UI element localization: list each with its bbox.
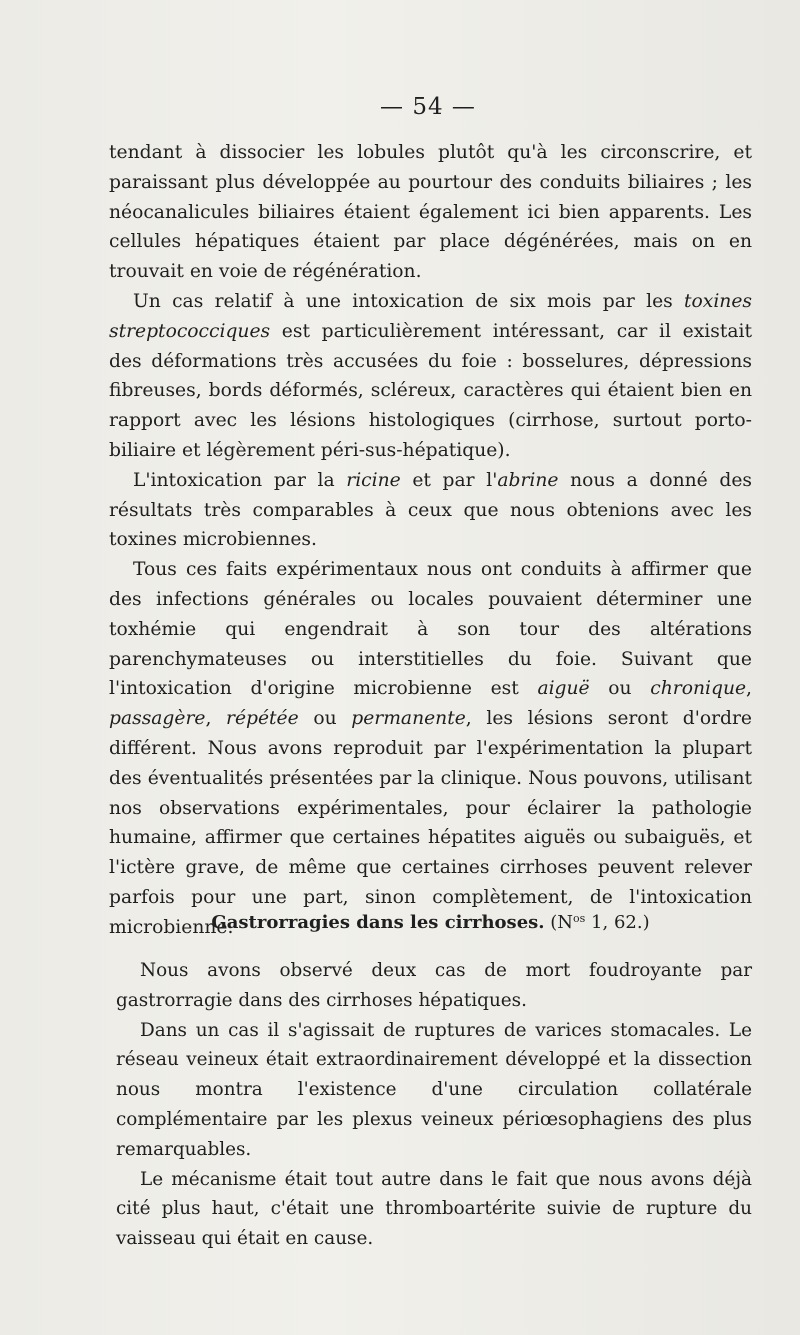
paragraph-thromboarteritis: Le mécanisme était tout autre dans le fait que nous avons déjà cité plus haut, c'était une thromboartérite suivie de rupture du vaisseau qui était en cause. — [116, 1168, 752, 1250]
paragraph-streptococcal-toxins: Un cas relatif à une intoxication de six mois par les toxines streptococciques est particulièrement intéressant, car il existait des déformations très accusées du foie : bosselures, dépressions fibreuses, bords déformés, scléreux, caractères qui étaient bien en rapport avec les lésions histologiques (cirrhose, surtout porto-biliaire et légèrement péri-sus-hépatique). — [109, 290, 752, 461]
italic-term: toxines streptococciques — [109, 290, 752, 342]
section-text — [116, 956, 752, 1254]
section-title: Gastrorragies dans les cirrhoses. — [211, 912, 545, 933]
italic-term: ricine — [346, 469, 401, 491]
paragraph-ricin-abrin: L'intoxication par la ricine et par l'abrine nous a donné des résultats très comparables à ceux que nous obtenions avec les toxines microbiennes. — [109, 469, 752, 551]
italic-term: permanente — [351, 708, 466, 730]
main-text — [109, 138, 752, 943]
italic-term: passagère — [109, 708, 206, 730]
paragraph-continued: tendant à dissocier les lobules plutôt qu'à les circonscrire, et paraissant plus développée au pourtour des conduits biliaires ; les néocanalicules biliaires étaient également ici bien apparents. Les cellules hépatiques étaient par place dégénérées, mais on en trouvait en voie de régénération. — [109, 142, 752, 283]
italic-term: abrine — [497, 469, 559, 491]
paragraph-varices: Dans un cas il s'agissait de ruptures de varices stomacales. Le réseau veineux était extraordinairement développé et la dissection nous montra l'existence d'une circulation collatérale complémentaire par les plexus veineux périœsophagiens des plus remarquables. — [116, 1019, 752, 1160]
paragraph-conclusions: Tous ces faits expérimentaux nous ont conduits à affirmer que des infections générales ou locales pouvaient déterminer une toxhémie qui engendrait à son tour des altérations parenchymateuses ou interstitielles du foie. Suivant que l'intoxication d'origine microbienne est aiguë ou chronique, passagère, répétée ou permanente, les lésions seront d'ordre différent. Nous avons reproduit par l'expérimentation la plupart des éventualités présentées par la clinique. Nous pouvons, utilisant nos observations expérimentales, pour éclairer la pathologie humaine, affirmer que certaines hépatites aiguës ou subaiguës, et l'ictère grave, de même que certaines cirrhoses peuvent relever parfois pour une part, sinon complètement, de l'intoxication microbienne. — [109, 559, 752, 938]
section-heading: Gastrorragies dans les cirrhoses. ($N^{os}$ 1, 62.) — [211, 912, 650, 933]
italic-term: chronique — [650, 678, 747, 700]
page-number: — 54 — — [380, 94, 476, 120]
italic-term: aiguë — [537, 678, 590, 700]
paragraph-gastrorrhagia: Nous avons observé deux cas de mort foudroyante par gastrorragie dans des cirrhoses hépatiques. — [116, 960, 752, 1011]
italic-term: répétée — [226, 708, 299, 730]
